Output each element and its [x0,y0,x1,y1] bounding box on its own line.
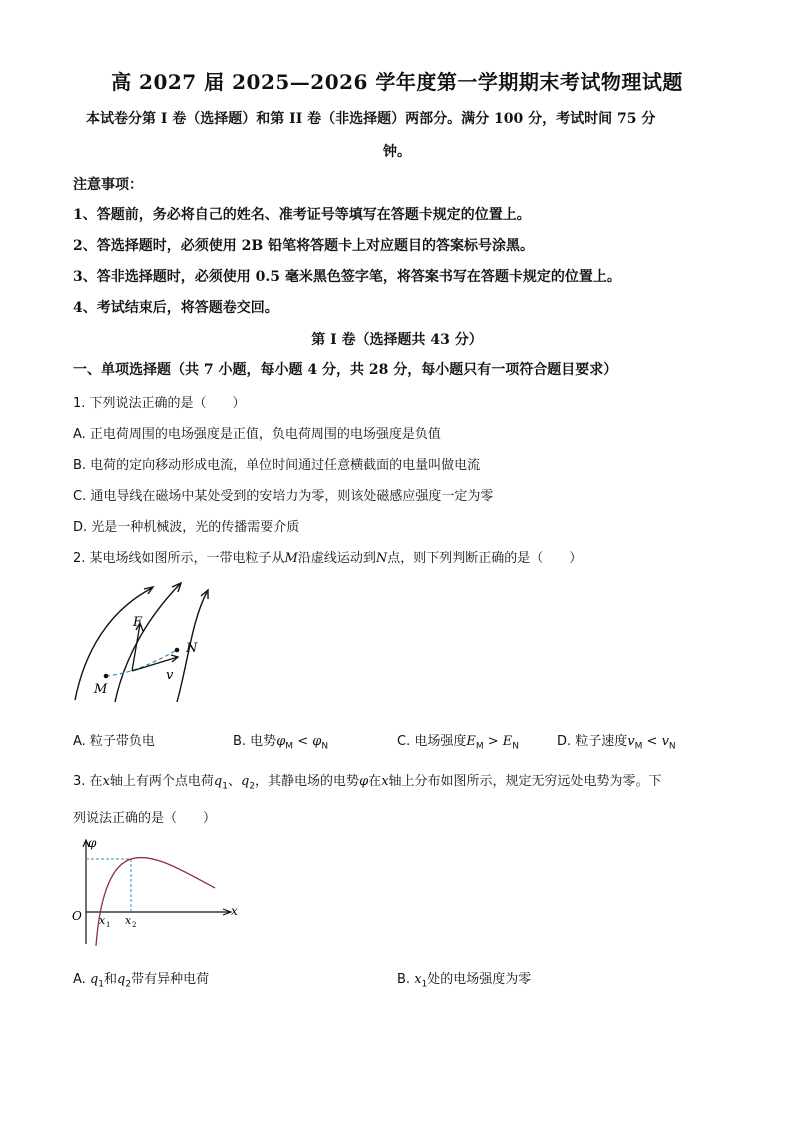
label-m: M [94,682,108,697]
label-origin: O [72,909,82,923]
field-line-2 [115,584,180,702]
q3-potential-figure [68,836,248,950]
label-f: F [133,615,143,630]
q2-stem: 2. 某电场线如图所示，一带电粒子从M沿虚线运动到N点，则下列判断正确的是（ ） [73,551,583,566]
label-x1: x [99,914,106,927]
point-n [175,648,180,653]
q3-option-a: A. $q_1$和$q_2$带有异种电荷 [73,972,210,990]
q1-option-a: A. 正电荷周围的电场强度是正值，负电荷周围的电场强度是负值 [73,427,441,442]
label-x2-sub: 2 [132,921,137,929]
section-heading: 一、单项选择题（共 7 小题，每小题 4 分，共 28 分，每小题只有一项符合题目要求） [73,362,618,378]
notice-heading: 注意事项： [73,177,143,193]
q3-option-b: B. $x_1$处的电场强度为零 [397,972,532,990]
notice-item-1: 1、答题前，务必将自己的姓名、准考证号等填写在答题卡规定的位置上。 [73,207,531,223]
q2-option-b: B. 电势$\varphi_M < \varphi_N$ [233,734,329,752]
field-line-1 [75,588,152,700]
label-x2: x [125,914,132,927]
label-v: v [166,668,174,683]
q1-option-b: B. 电荷的定向移动形成电流，单位时间通过任意横截面的电量叫做电流 [73,458,481,473]
q2-option-a: A. 粒子带负电 [73,734,155,749]
point-m [104,674,109,679]
force-arrow [132,624,140,671]
q2-field-line-figure [70,580,230,710]
potential-curve [96,858,215,946]
notice-item-4: 4、考试结束后，将答题卷交回。 [73,300,279,316]
q1-option-c: C. 通电导线在磁场中某处受到的安培力为零，则该处磁感应强度一定为零 [73,489,494,504]
notice-item-3: 3、答非选择题时，必须使用 0.5 毫米黑色签字笔，将答案书写在答题卡规定的位置上。 [73,269,621,285]
label-x1-sub: 1 [106,921,111,929]
q1-stem: 1. 下列说法正确的是（ ） [73,396,246,411]
label-x-axis: x [231,904,238,918]
part1-heading: 第 I 卷（选择题共 43 分） [311,332,483,348]
q3-stem-line-2: 列说法正确的是（ ） [73,811,217,826]
q2-option-d: D. 粒子速度$v_M < v_N$ [557,734,676,752]
intro-line-1: 本试卷分第 I 卷（选择题）和第 II 卷（非选择题）两部分。满分 100 分，考试时间 75 分 [86,111,656,127]
label-phi: φ [88,836,97,850]
intro-line-2: 钟。 [383,144,411,160]
exam-title: 高 2027 届 2025—2026 学年度第一学期期末考试物理试题 [111,70,683,94]
q2-option-c: C. 电场强度$E_M > E_N$ [397,734,519,752]
q3-stem-line-1: 3. 在x轴上有两个点电荷$q_1$、$q_2$，其静电场的电势φ在x轴上分布如图所示，规定无穷远处电势为零。下 [73,774,662,792]
label-n: N [186,641,198,656]
q1-option-d: D. 光是一种机械波，光的传播需要介质 [73,520,300,535]
notice-item-2: 2、答选择题时，必须使用 2B 铅笔将答题卡上对应题目的答案标号涂黑。 [73,238,535,254]
